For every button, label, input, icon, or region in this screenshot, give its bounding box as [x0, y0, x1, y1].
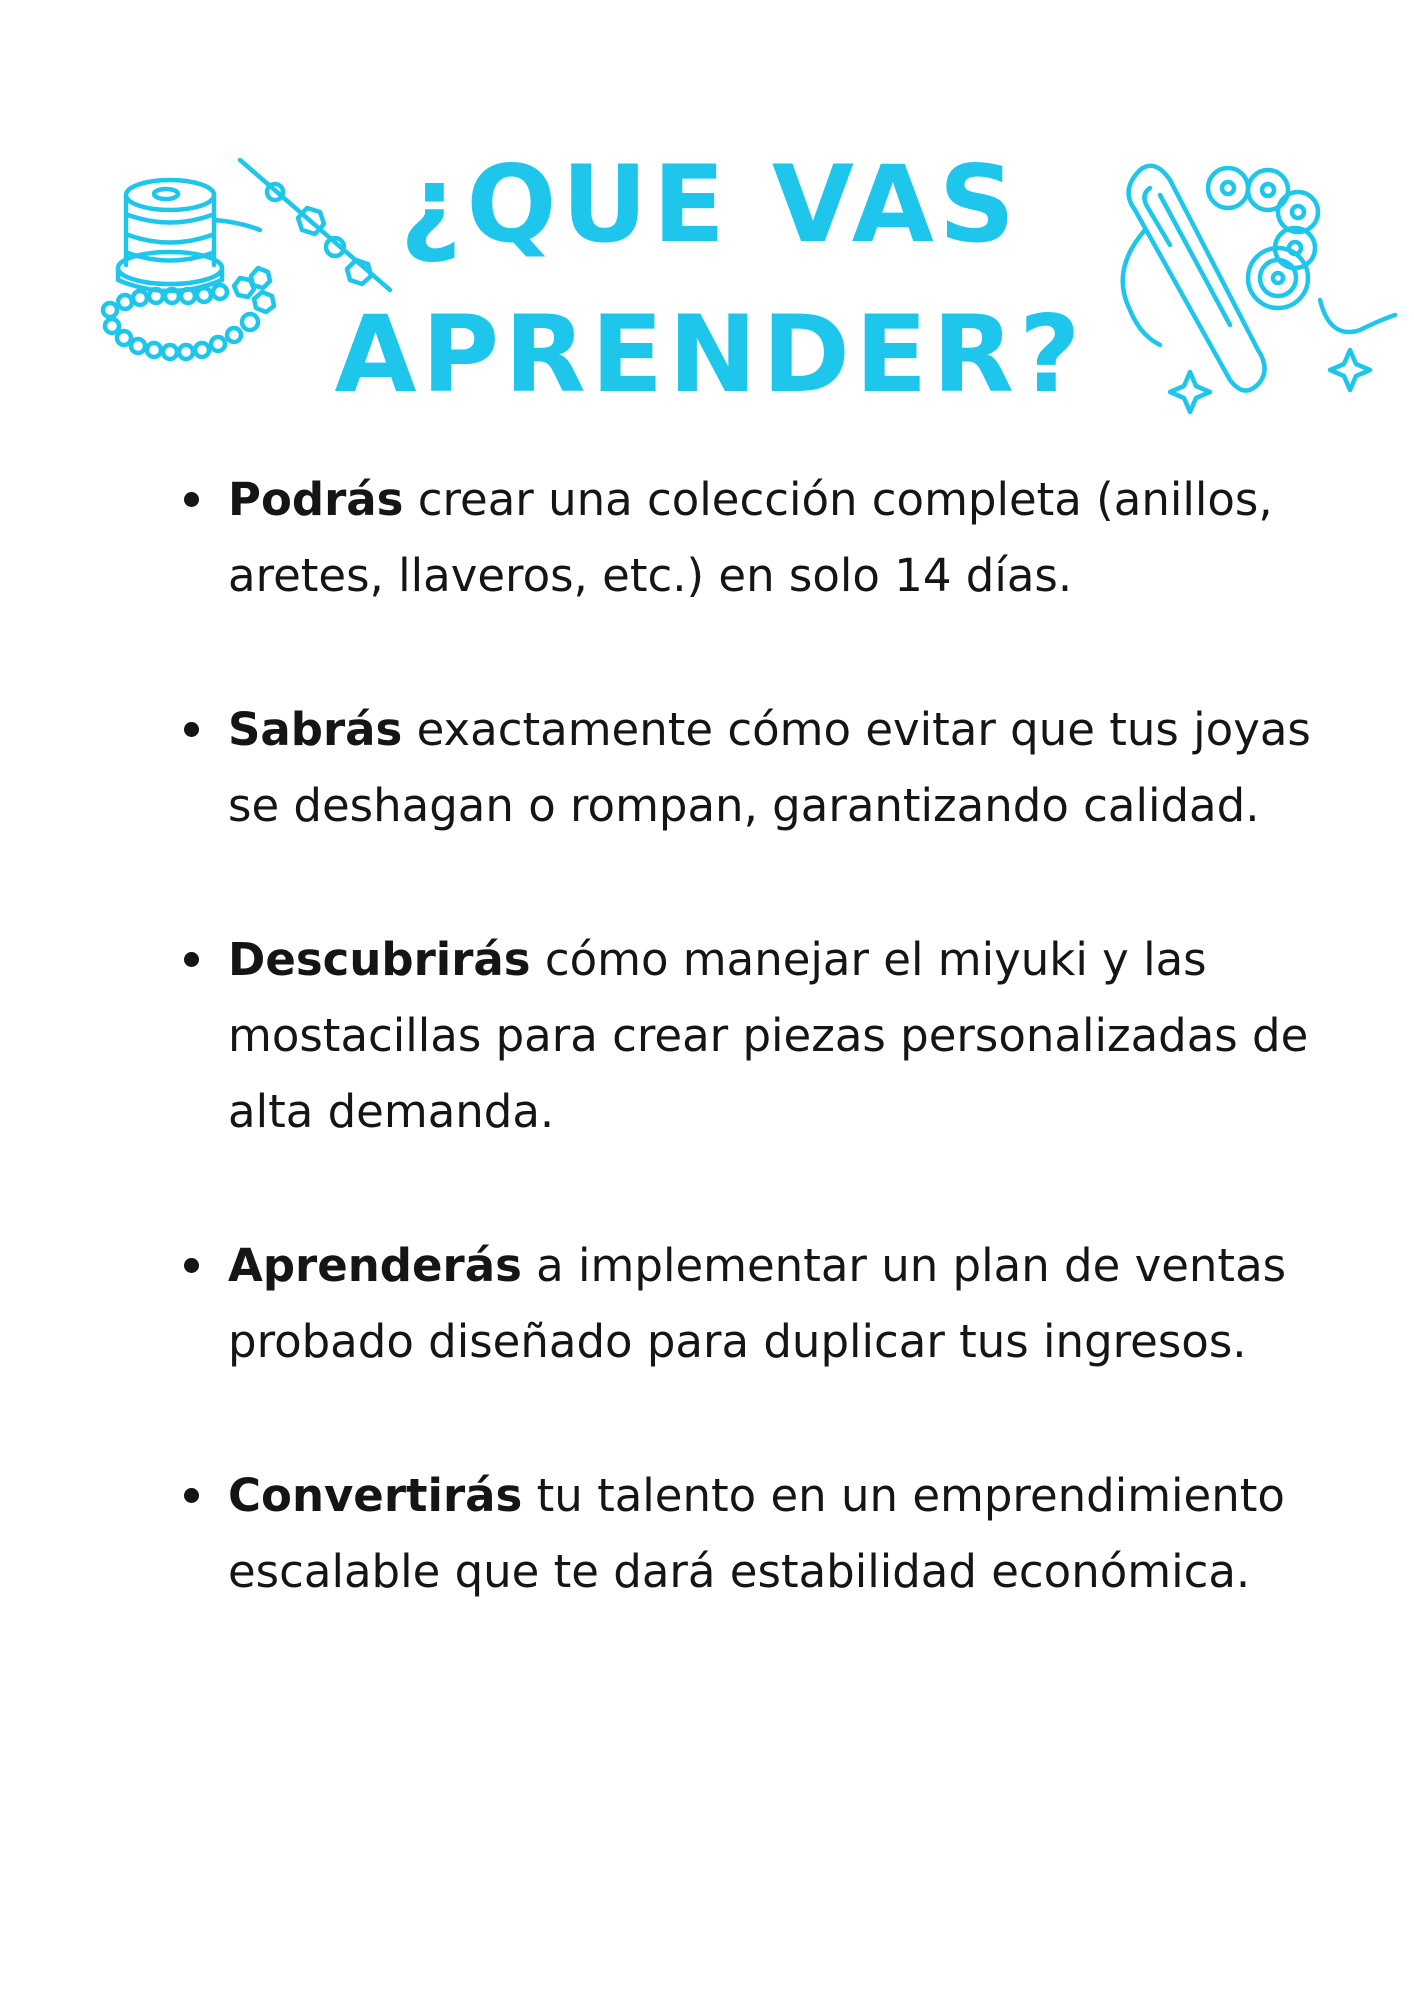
page-title — [330, 130, 1090, 430]
bullet-icon — [184, 1258, 199, 1273]
item-keyword: Aprenderás — [228, 1239, 522, 1292]
needle-and-sequins-icon — [1110, 150, 1400, 420]
item-keyword: Descubrirás — [228, 933, 531, 986]
item-text: a implementar un plan de ventas probado diseñado para duplicar tus ingresos. — [228, 1239, 1287, 1368]
bullet-icon — [184, 952, 199, 967]
bullet-icon — [184, 722, 199, 737]
list-item — [176, 922, 1316, 1150]
learning-list — [176, 462, 1316, 1688]
item-text: tu talento en un emprendimiento escalable que te dará estabilidad económica. — [228, 1469, 1285, 1598]
list-item — [176, 1458, 1316, 1610]
bullet-icon — [184, 492, 199, 507]
item-text: exactamente cómo evitar que tus joyas se deshagan o rompan, garantizando calidad. — [228, 703, 1311, 832]
item-keyword: Convertirás — [228, 1469, 523, 1522]
item-keyword: Podrás — [228, 473, 404, 526]
item-keyword: Sabrás — [228, 703, 403, 756]
list-item — [176, 692, 1316, 844]
item-text: cómo manejar el miyuki y las mostacillas para crear piezas personalizadas de alta demanda. — [228, 933, 1309, 1138]
title-line-1: ¿QUE VAS — [399, 143, 1021, 266]
list-item — [176, 1228, 1316, 1380]
list-item — [176, 462, 1316, 614]
header — [0, 0, 1414, 430]
bullet-icon — [184, 1488, 199, 1503]
title-line-2: APRENDER? — [334, 293, 1086, 416]
item-text: crear una colección completa (anillos, aretes, llaveros, etc.) en solo 14 días. — [228, 473, 1273, 602]
